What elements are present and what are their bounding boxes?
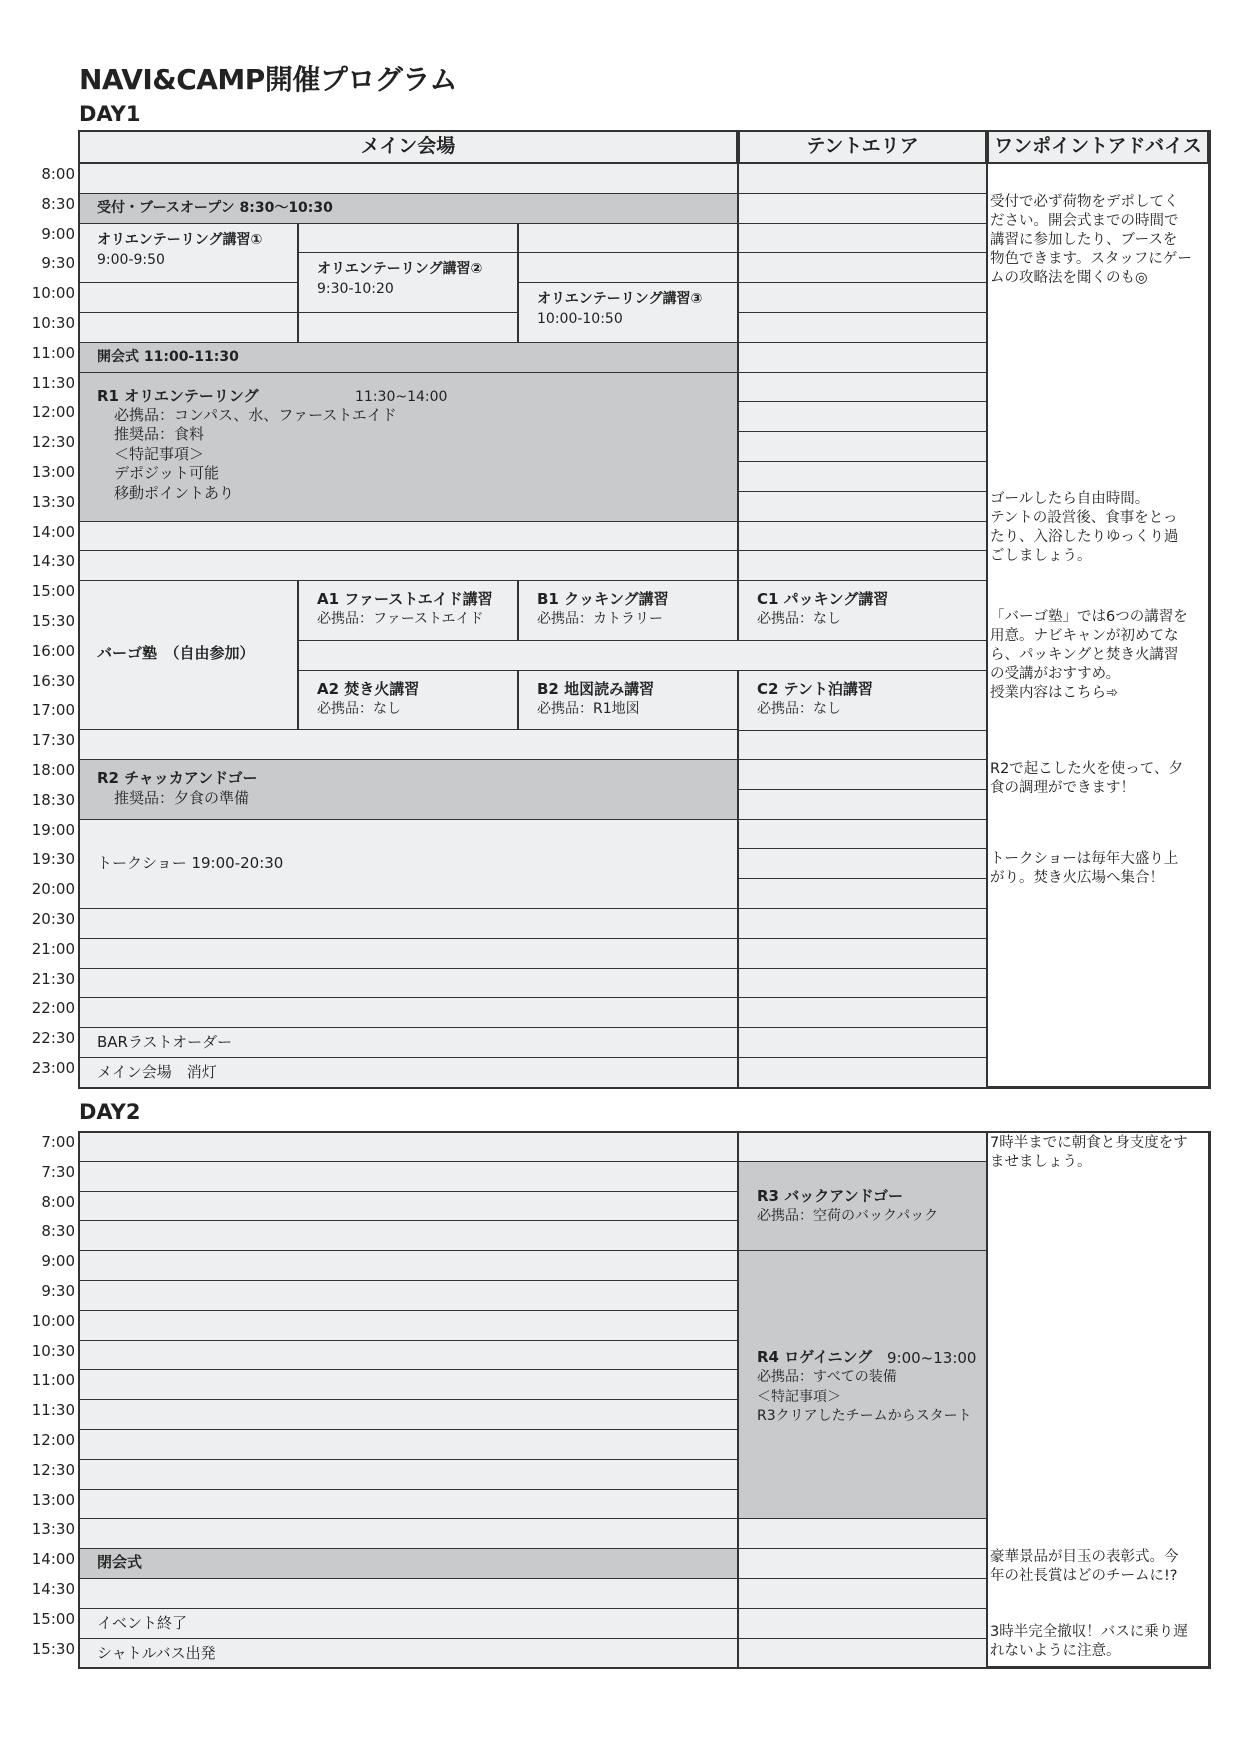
lecture-a1 (298, 580, 518, 641)
time-label: 19:30 (31, 850, 75, 868)
r2-title: R2 チャッカアンドゴー (97, 769, 258, 787)
time-label: 15:30 (31, 612, 75, 630)
tent-slot (738, 968, 987, 999)
bagojuku-title: バーゴ塾 （自由参加） (97, 644, 255, 662)
tent-slot (738, 1057, 987, 1088)
advice-line: 豪華景品が目玉の表彰式。今 (990, 1549, 1179, 1565)
lecture-time: 9:00-9:50 (97, 252, 165, 268)
bagojuku-block (78, 580, 298, 730)
main-slot (78, 1310, 738, 1341)
opening-ceremony (78, 342, 738, 373)
lecture-a2 (298, 670, 518, 731)
time-label: 10:30 (31, 314, 75, 332)
talkshow-block (78, 819, 738, 909)
event-end-text: イベント終了 (97, 1614, 188, 1632)
time-label: 16:30 (31, 672, 75, 690)
advice-line: たり、入浴したりゆっくり過 (990, 529, 1179, 545)
time-label: 14:30 (31, 552, 75, 570)
advice-line: テントの設営後、食事をとっ (990, 510, 1178, 526)
lecture-b1 (518, 580, 738, 641)
event-end (78, 1608, 738, 1639)
time-label: 7:00 (41, 1133, 75, 1151)
tent-slot (738, 1548, 987, 1579)
time-label: 9:00 (41, 225, 75, 243)
r3-item: 必携品：空荷のバックパック (757, 1208, 939, 1224)
closing-text: 閉会式 (97, 1553, 143, 1571)
time-label: 9:30 (41, 254, 75, 272)
main-slot (78, 312, 298, 343)
tent-slot (738, 1518, 987, 1549)
tent-slot (738, 729, 987, 760)
time-label: 10:30 (31, 1342, 75, 1360)
time-label: 17:30 (31, 731, 75, 749)
advice-line: 受付で必ず荷物をデポしてく (990, 194, 1179, 210)
advice-line: ムの攻略法を聞くのも◎ (990, 270, 1148, 286)
advice-note (990, 850, 1208, 888)
main-slot (78, 997, 738, 1028)
time-label: 20:30 (31, 910, 75, 928)
tent-slot (738, 342, 987, 373)
tent-slot (738, 1027, 987, 1058)
advice-line: 3時半完全撤収！バスに乗り遅 (990, 1624, 1188, 1640)
advice-line: トークショーは毎年大盛り上 (990, 851, 1179, 867)
tent-slot (738, 163, 987, 194)
time-label: 15:30 (31, 1640, 75, 1658)
r4-detail: 必携品：すべての装備 (757, 1369, 897, 1385)
advice-note (990, 1134, 1208, 1172)
advice-line: 用意。ナビキャンが初めてな (990, 628, 1179, 644)
time-label: 15:00 (31, 582, 75, 600)
orienteering-3 (518, 282, 738, 343)
main-slot (78, 1250, 738, 1281)
r4-block (738, 1250, 987, 1519)
shuttle-bus (78, 1638, 738, 1669)
tent-slot (738, 1131, 987, 1162)
tent-slot (738, 401, 987, 432)
time-label: 21:00 (31, 940, 75, 958)
time-label: 8:00 (41, 1193, 75, 1211)
time-label: 11:00 (31, 344, 75, 362)
lecture-title: オリエンテーリング講習② (317, 261, 483, 277)
time-label: 14:00 (31, 1550, 75, 1568)
opening-text: 開会式 11:00-11:30 (97, 349, 239, 365)
main-slot (78, 1161, 738, 1192)
reception-text: 受付・ブースオープン 8:30〜10:30 (97, 200, 333, 216)
time-label: 9:00 (41, 1252, 75, 1270)
tent-slot (738, 1608, 987, 1639)
reception-block (78, 193, 738, 224)
main-slot (78, 1518, 738, 1549)
r3-title: R3 バックアンドゴー (757, 1187, 904, 1205)
advice-line: の受講がおすすめ。 (990, 666, 1121, 682)
day1-label: DAY1 (79, 102, 141, 126)
time-label: 13:30 (31, 493, 75, 511)
talkshow-text: トークショー 19:00-20:30 (97, 854, 284, 872)
r4-detail: ＜特記事項＞ (757, 1388, 841, 1405)
day2-label: DAY2 (79, 1100, 141, 1124)
time-label: 22:30 (31, 1029, 75, 1047)
tent-slot (738, 908, 987, 939)
advice-line: 7時半までに朝食と身支度をす (990, 1135, 1188, 1151)
main-slot (78, 1280, 738, 1311)
tent-slot (738, 521, 987, 552)
lecture-b2 (518, 670, 738, 731)
time-label: 16:00 (31, 642, 75, 660)
advice-line: 物色できます。スタッフにゲー (990, 251, 1192, 267)
tent-slot (738, 759, 987, 790)
lecture-title: オリエンテーリング講習③ (537, 291, 703, 307)
r4-title: R4 ロゲイニング (757, 1348, 873, 1366)
main-slot (78, 938, 738, 969)
tent-slot (738, 878, 987, 909)
advice-note (990, 490, 1208, 566)
main-slot (78, 1220, 738, 1251)
shuttle-text: シャトルバス出発 (97, 1644, 216, 1662)
tent-slot (738, 1638, 987, 1669)
tent-slot (738, 252, 987, 283)
lecture-c2 (738, 670, 987, 731)
time-label: 12:00 (31, 403, 75, 421)
r1-detail: 必携品：コンパス、水、ファーストエイド (114, 406, 397, 424)
r4-detail: R3クリアしたチームからスタート (757, 1408, 972, 1424)
advice-note (990, 760, 1208, 798)
main-slot (78, 1489, 738, 1520)
tent-slot (738, 938, 987, 969)
time-label: 10:00 (31, 284, 75, 302)
main-slot (78, 521, 738, 552)
main-slot (78, 968, 738, 999)
lights-out (78, 1057, 738, 1088)
lights-out-text: メイン会場 消灯 (97, 1063, 217, 1081)
bar-last-order (78, 1027, 738, 1058)
time-label: 8:30 (41, 1222, 75, 1240)
tent-slot (738, 1578, 987, 1609)
lecture-item: 必携品：ファーストエイド (317, 611, 484, 627)
time-label: 11:30 (31, 374, 75, 392)
advice-note (990, 193, 1208, 288)
header-label: ワンポイントアドバイス (994, 135, 1202, 157)
tent-slot (738, 312, 987, 343)
lecture-title: A2 焚き火講習 (317, 680, 420, 698)
main-slot (78, 1459, 738, 1490)
lecture-time: 9:30-10:20 (317, 281, 394, 297)
r1-title: R1 オリエンテーリング (97, 387, 259, 405)
advice-line: 授業内容はこちら➾ (990, 685, 1119, 701)
lecture-title: C2 テント泊講習 (757, 680, 873, 698)
main-slot (518, 252, 738, 283)
main-slot (78, 729, 738, 760)
main-slot (298, 223, 518, 254)
advice-line: ごしましょう。 (990, 548, 1092, 564)
tent-slot (738, 848, 987, 879)
r1-time: 11:30~14:00 (355, 389, 448, 405)
lecture-title: オリエンテーリング講習① (97, 232, 263, 248)
main-slot (298, 312, 518, 343)
lecture-title: A1 ファーストエイド講習 (317, 590, 493, 608)
time-label: 9:30 (41, 1282, 75, 1300)
tent-slot (738, 431, 987, 462)
main-slot (78, 1399, 738, 1430)
lecture-item: 必携品：なし (757, 701, 841, 717)
tent-slot (738, 819, 987, 850)
main-slot (78, 1131, 738, 1162)
advice-note (990, 608, 1208, 703)
advice-note (990, 1623, 1208, 1661)
header-label: テントエリア (806, 135, 919, 157)
time-label: 18:00 (31, 761, 75, 779)
header-label: メイン会場 (360, 135, 456, 157)
page-title: NAVI&CAMP開催プログラム (79, 63, 458, 96)
time-label: 12:30 (31, 433, 75, 451)
time-label: 15:00 (31, 1610, 75, 1628)
advice-line: ら、パッキングと焚き火講習 (990, 647, 1179, 663)
main-slot (78, 1578, 738, 1609)
time-label: 21:30 (31, 970, 75, 988)
tent-slot (738, 789, 987, 820)
time-label: 13:00 (31, 1491, 75, 1509)
lecture-title: C1 パッキング講習 (757, 590, 889, 608)
tent-slot (738, 223, 987, 254)
main-venue-header (78, 130, 738, 164)
r2-item: 推奨品：夕食の準備 (114, 789, 250, 807)
tent-area-header (738, 130, 987, 164)
time-label: 14:30 (31, 1580, 75, 1598)
advice-line: ださい。開会式までの時間で (990, 213, 1179, 229)
advice-line: れないように注意。 (990, 1643, 1121, 1659)
main-slot (78, 282, 298, 313)
advice-line: 「バーゴ塾」では6つの講習を (990, 609, 1188, 625)
lecture-item: 必携品：R1地図 (537, 701, 640, 717)
lecture-item: 必携品：なし (317, 701, 401, 717)
lecture-time: 10:00-10:50 (537, 311, 623, 327)
time-label: 13:30 (31, 1520, 75, 1538)
r1-detail: ＜特記事項＞ (114, 444, 205, 463)
time-label: 11:00 (31, 1371, 75, 1389)
r1-block (78, 372, 738, 522)
advice-line: 年の社長賞はどのチームに!? (990, 1568, 1178, 1584)
main-slot (78, 1369, 738, 1400)
main-slot (78, 1191, 738, 1222)
advice-line: 食の調理ができます！ (990, 780, 1135, 796)
r1-detail: デポジット可能 (114, 464, 220, 483)
r2-block (78, 759, 738, 820)
lecture-title: B1 クッキング講習 (537, 590, 669, 608)
time-label: 18:30 (31, 791, 75, 809)
advice-line: R2で起こした火を使って、夕 (990, 761, 1184, 777)
r3-block (738, 1161, 987, 1251)
lecture-item: 必携品：なし (757, 611, 841, 627)
bar-text: BARラストオーダー (97, 1033, 233, 1051)
main-slot (518, 223, 738, 254)
tent-slot (738, 282, 987, 313)
time-label: 7:30 (41, 1163, 75, 1181)
time-label: 12:00 (31, 1431, 75, 1449)
orienteering-1 (78, 223, 298, 284)
time-label: 8:30 (41, 195, 75, 213)
lecture-title: B2 地図読み講習 (537, 680, 655, 698)
time-label: 8:00 (41, 165, 75, 183)
time-label: 23:00 (31, 1059, 75, 1077)
time-label: 12:30 (31, 1461, 75, 1479)
time-label: 11:30 (31, 1401, 75, 1419)
r1-detail: 推奨品：食料 (114, 425, 205, 444)
main-slot (78, 550, 738, 581)
main-slot (78, 163, 738, 194)
r1-detail: 移動ポイントあり (114, 483, 235, 502)
advice-line: ゴールしたら自由時間。 (990, 491, 1150, 507)
time-label: 17:00 (31, 701, 75, 719)
advice-column (987, 1131, 1209, 1667)
main-slot (78, 1340, 738, 1371)
bagojuku-break (298, 640, 987, 671)
closing-ceremony (78, 1548, 738, 1579)
time-label: 13:00 (31, 463, 75, 481)
orienteering-2 (298, 252, 518, 313)
time-label: 10:00 (31, 1312, 75, 1330)
advice-line: 講習に参加したり、ブースを (990, 232, 1178, 248)
tent-slot (738, 550, 987, 581)
advice-line: がり。焚き火広場へ集合！ (990, 870, 1164, 886)
r4-time: 9:00~13:00 (887, 1349, 977, 1367)
tent-slot (738, 997, 987, 1028)
lecture-c1 (738, 580, 987, 641)
lecture-item: 必携品：カトラリー (537, 611, 663, 627)
time-label: 22:00 (31, 999, 75, 1017)
time-label: 19:00 (31, 821, 75, 839)
advice-note (990, 1548, 1208, 1586)
tent-slot (738, 491, 987, 522)
tent-slot (738, 193, 987, 224)
time-label: 14:00 (31, 523, 75, 541)
advice-header (987, 130, 1209, 164)
time-label: 20:00 (31, 880, 75, 898)
main-slot (78, 1429, 738, 1460)
tent-slot (738, 461, 987, 492)
tent-slot (738, 372, 987, 403)
advice-line: ませましょう。 (990, 1154, 1092, 1170)
main-slot (78, 908, 738, 939)
